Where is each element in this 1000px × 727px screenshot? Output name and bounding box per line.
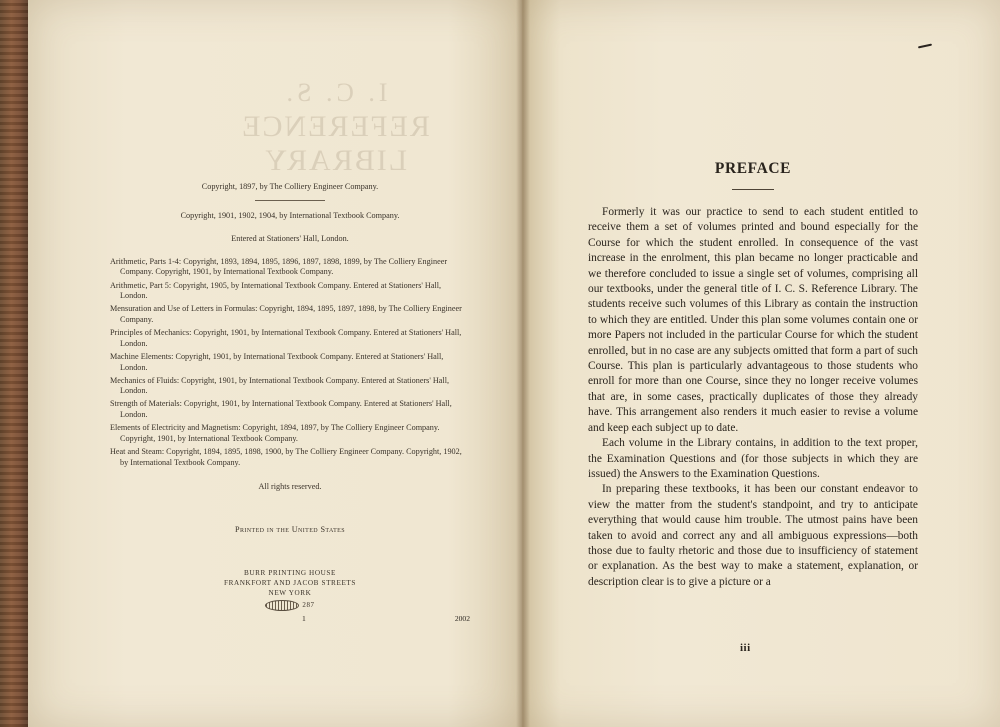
- printer-name: BURR PRINTING HOUSE: [243, 569, 337, 578]
- preface-paragraph: Each volume in the Library contains, in addition to the text proper, the Examination Questions and (for those subjects in which they are issued) the Answers to the Examination Questions.: [588, 437, 918, 480]
- copyright-entry: Heat and Steam: Copyright, 1894, 1895, 1898, 1900, by The Colliery Engineer Company. Copyright, 1902, by International Textbook Company.: [110, 447, 462, 467]
- book-cover-edge: [0, 0, 28, 727]
- printer-address: FRANKFORT AND JACOB STREETS: [223, 579, 357, 587]
- copyright-entry: Strength of Materials: Copyright, 1901, by International Textbook Company. Entered at Stationers' Hall, London.: [110, 399, 452, 420]
- union-seal-number: 287: [302, 600, 315, 609]
- copyright-1901: Copyright, 1901, 1902, 1904, by International Textbook Company.: [180, 210, 400, 220]
- title-rule: [732, 189, 774, 190]
- copyright-entry: Principles of Mechanics: Copyright, 1901, by International Textbook Company. Entered at Stationers' Hall, London.: [110, 328, 462, 348]
- page-folio: iii: [740, 642, 751, 654]
- copyright-entry: Machine Elements: Copyright, 1901, by International Textbook Company. Entered at Stationers' Hall, London.: [110, 351, 444, 372]
- copyright-entry: Elements of Electricity and Magnetism: Copyright, 1894, 1897, by The Colliery Engineer Company. Copyright, 1901, by International Textbook Company.: [110, 423, 440, 443]
- ghost-title-line1: I. C. S.: [282, 78, 388, 107]
- book-gutter: [516, 0, 530, 727]
- printer-imprint: [110, 569, 470, 611]
- preface-paragraph: In preparing these textbooks, it has been our constant endeavor to view the matter from the student's standpoint, and try to anticipate everything that would cause him trouble. The utmost pains have been taken to avoid and correct any and all ambiguous expressions—both those due to faulty rhetoric and those due to insufficiency of statement or explanation. As the best way to make a statement, explanation, or description clear is to give a picture or a: [588, 483, 918, 588]
- divider-rule: [255, 200, 325, 201]
- printer-city: NEW YORK: [268, 588, 312, 597]
- all-rights-reserved: All rights reserved.: [258, 482, 322, 492]
- catalog-number: 2002: [454, 614, 470, 623]
- entered-stationers-hall: Entered at Stationers' Hall, London.: [231, 234, 349, 244]
- copyright-entry: Arithmetic, Part 5: Copyright, 1905, by International Textbook Company. Entered at Stationers' Hall, London.: [110, 280, 442, 301]
- copyright-entry: Mechanics of Fluids: Copyright, 1901, by International Textbook Company. Entered at Stationers' Hall, London.: [110, 375, 450, 396]
- page-title: PREFACE: [714, 160, 792, 177]
- copyright-entry: Arithmetic, Parts 1-4: Copyright, 1893, 1894, 1895, 1896, 1897, 1898, 1899, by The Colliery Engineer Company. Copyright, 1901, by International Textbook Company.: [110, 256, 448, 277]
- copyright-block: [110, 182, 470, 611]
- preface-text: [588, 160, 918, 590]
- copyright-entries: [110, 257, 470, 468]
- copyright-1897: Copyright, 1897, by The Colliery Engineer Company.: [201, 182, 379, 191]
- preface-paragraph: Formerly it was our practice to send to each student entitled to receive them a set of volumes printed and bound especially for the Course for which the student enrolled. In consequence of the vast increase in the enrolment, this plan became no longer practicable and we therefore concluded to issue a single set of volumes, comprising all our textbooks, under the general title of I. C. S. Reference Library. The students receive such volumes of this Library as contain the instruction to which they are entitled. Under this plan some volumes contain one or more Papers not included in the particular Course for which the student enrolled, but in no case are any subjects omitted that form a part of such Course. This plan is particularly advantageous to those students who enroll for more than one Course, since they no longer receive volumes that are, in some cases, practically duplicates of those they already have. This arrangement also renders it much easier to revise a volume and keep each subject up to date.: [588, 206, 918, 434]
- copyright-entry: Mensuration and Use of Letters in Formulas: Copyright, 1894, 1895, 1897, 1898, by The Colliery Engineer Company.: [110, 304, 462, 324]
- union-seal-icon: [265, 600, 299, 611]
- union-label: [110, 600, 470, 611]
- printed-in-usa: Printed in the United States: [235, 524, 345, 534]
- ghost-title-line2: REFERENCE LIBRARY: [240, 110, 430, 177]
- bleed-through-title: [165, 78, 505, 178]
- left-page-number: 1: [302, 614, 306, 623]
